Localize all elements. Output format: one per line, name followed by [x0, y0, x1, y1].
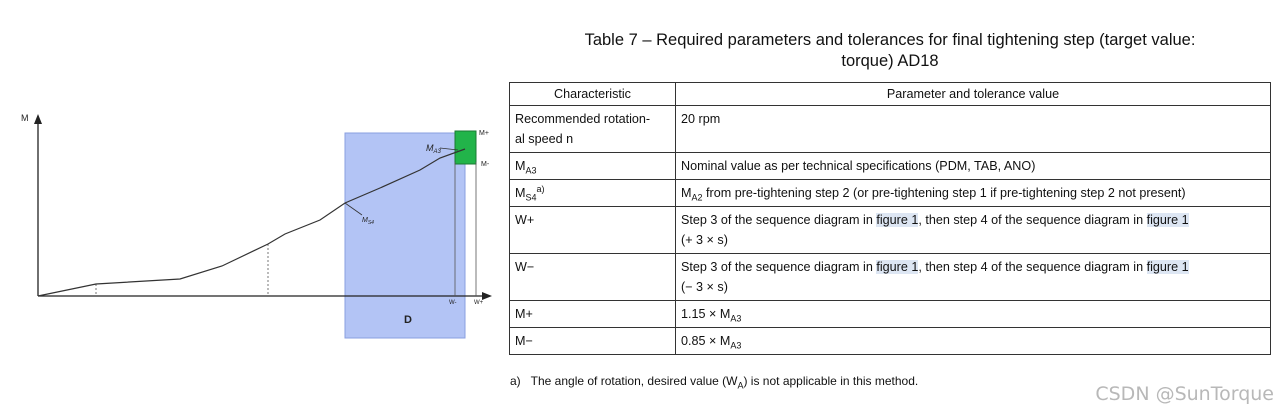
header-parameter: Parameter and tolerance value: [676, 83, 1271, 106]
table-row: [510, 106, 1271, 153]
row-wplus-char: W+: [510, 207, 676, 254]
label-w-minus: W-: [449, 300, 457, 306]
row-ma3-char: $M_{A3}$: [510, 153, 676, 180]
row-wminus-char: W−: [510, 254, 676, 301]
row-speed-value: 20 rpm: [676, 106, 1271, 153]
label-m-minus: M-: [481, 161, 490, 168]
table-row: [510, 301, 1271, 328]
torque-angle-diagram: [0, 0, 500, 416]
row-mminus-char: M−: [510, 328, 676, 355]
target-box: [455, 131, 476, 164]
figure-1-link[interactable]: figure 1: [876, 213, 919, 227]
table-title: [520, 30, 1260, 72]
table-header-row: [510, 83, 1271, 106]
table-footnote: a) The angle of rotation, desired value $(W_A)$ is not applicable in this method.: [510, 374, 919, 391]
tolerance-window: [345, 133, 465, 338]
figure-1-link[interactable]: figure 1: [876, 260, 919, 274]
figure-1-link[interactable]: figure 1: [1146, 260, 1189, 274]
footnote-mark: a): [510, 374, 521, 388]
label-m-plus: M+: [479, 130, 489, 137]
table-row: [510, 254, 1271, 301]
row-ma3-value: Nominal value as per technical specifications (PDM, TAB, ANO): [676, 153, 1271, 180]
row-mminus-value: $0.85 \times M_{A3}$: [676, 328, 1271, 355]
table-row: [510, 153, 1271, 180]
label-ma3: $M_{A3}$: [426, 143, 441, 155]
y-axis-arrow: [34, 114, 42, 124]
parameters-table: [509, 82, 1271, 355]
label-ms4: $M_{S4}$: [362, 217, 374, 226]
watermark: CSDN @SunTorque: [1095, 383, 1274, 405]
axis-y-label: M: [21, 113, 29, 123]
row-speed-char: Recommended rotation- al speed n: [510, 106, 676, 153]
row-ms4-char: $M_{S4}^{a)}$: [510, 180, 676, 207]
row-ms4-value: $M_{A2}$ from pre-tightening step 2 (or pre-tightening step 1 if pre-tightening step 2 not present): [676, 180, 1271, 207]
row-mplus-value: $1.15 \times M_{A3}$: [676, 301, 1271, 328]
label-d: D: [404, 314, 412, 326]
table-row: [510, 328, 1271, 355]
table-title-line-2: torque) AD18: [841, 52, 939, 70]
row-wminus-value: Step 3 of the sequence diagram in figure 1, then step 4 of the sequence diagram in figure 1 (− 3 × s): [676, 254, 1271, 301]
x-axis-arrow: [482, 292, 492, 300]
table-row: [510, 180, 1271, 207]
label-w-plus: W+: [474, 300, 484, 306]
table-title-line-1: Table 7 – Required parameters and tolerances for final tightening step (target value:: [584, 31, 1196, 49]
row-wplus-value: Step 3 of the sequence diagram in figure 1, then step 4 of the sequence diagram in figure 1 (+ 3 × s): [676, 207, 1271, 254]
table-row: [510, 207, 1271, 254]
row-mplus-char: M+: [510, 301, 676, 328]
figure-1-link[interactable]: figure 1: [1146, 213, 1189, 227]
footnote-ref[interactable]: a): [536, 183, 545, 194]
header-characteristic: Characteristic: [510, 83, 676, 106]
